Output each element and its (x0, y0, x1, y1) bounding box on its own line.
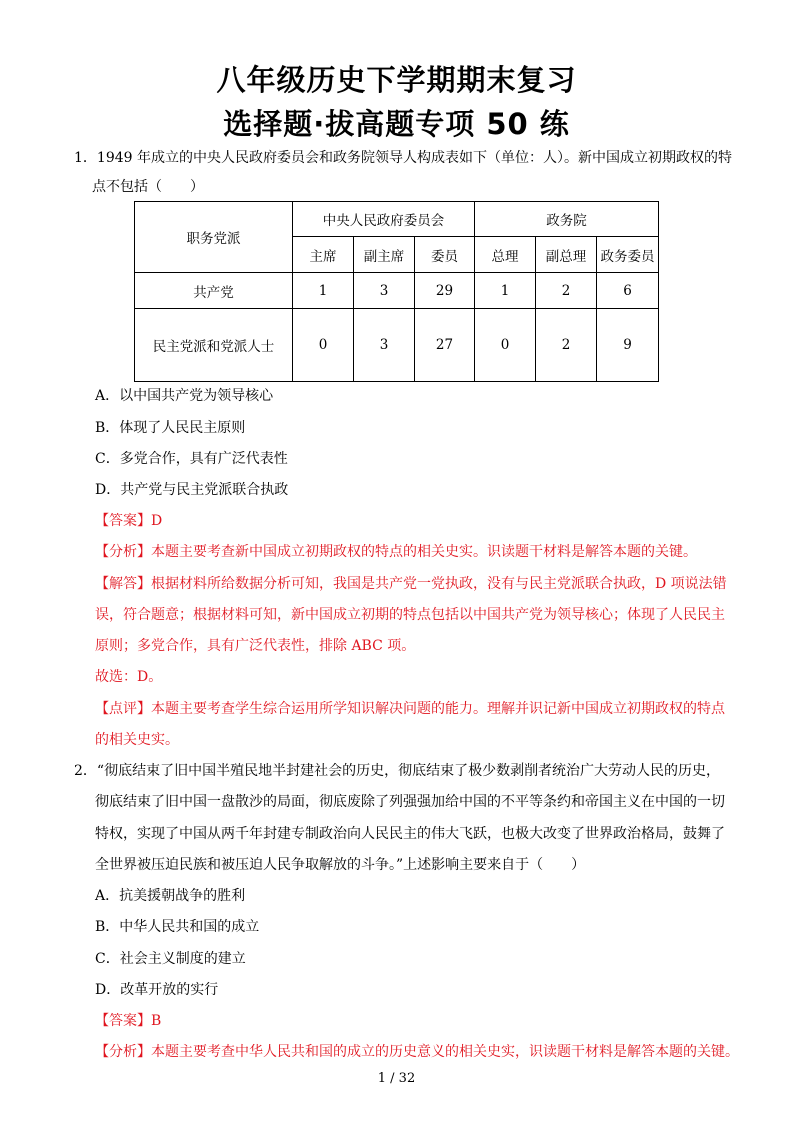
table-cell: 0 (475, 309, 536, 382)
q2-option-c: C．社会主义制度的建立 (95, 951, 246, 967)
table-cell: 3 (354, 309, 415, 382)
q2-option-d: D．改革开放的实行 (95, 982, 219, 998)
table-cell: 3 (354, 273, 415, 309)
page-title: 八年级历史下学期期末复习 (216, 63, 577, 97)
table-cell: 6 (597, 273, 659, 309)
q2-stem-line-4: 全世界被压迫民族和被压迫人民争取解放的斗争。”上述影响主要来自于（ ） (95, 857, 586, 873)
q1-solution-line-2: 误，符合题意；根据材料可知，新中国成立初期的特点包括以中国共产党为领导核心；体现了人民民主 (95, 607, 725, 623)
table-column-header: 副主席 (354, 237, 415, 273)
q2-stem-line-1: 2．“彻底结束了旧中国半殖民地半封建社会的历史，彻底结束了极少数剥削者统治广大劳动人民的历史， (74, 763, 721, 779)
q1-analysis: 【分析】本题主要考查新中国成立初期政权的特点的相关史实。识读题干材料是解答本题的关键。 (95, 544, 697, 560)
page-subtitle: 选择题·拔高题专项 50 练 (223, 107, 570, 141)
q1-data-table (134, 201, 659, 382)
table-row-label: 共产党 (135, 273, 293, 309)
table-column-header: 政务委员 (597, 237, 659, 273)
table-row (135, 273, 659, 309)
q1-solution-line-1: 【解答】根据材料所给数据分析可知，我国是共产党一党执政，没有与民主党派联合执政，D 项说法错 (95, 576, 727, 592)
q2-stem-line-3: 特权，实现了中国从两千年封建专制政治向人民民主的伟大飞跃，也极大改变了世界政治格局，鼓舞了 (95, 826, 725, 842)
table-column-header: 主席 (293, 237, 354, 273)
q1-comment-line-2: 的相关史实。 (95, 732, 179, 748)
q1-comment-line-1: 【点评】本题主要考查学生综合运用所学知识解决问题的能力。理解并识记新中国成立初期政权的特点 (95, 701, 725, 717)
table-cell: 1 (475, 273, 536, 309)
q2-option-b: B．中华人民共和国的成立 (95, 919, 260, 935)
table-cell: 27 (415, 309, 475, 382)
table-cell: 2 (536, 309, 597, 382)
table-row (135, 309, 659, 382)
table-cell: 0 (293, 309, 354, 382)
q1-option-c: C．多党合作，具有广泛代表性 (95, 451, 288, 467)
table-group-central-committee: 中央人民政府委员会 (293, 202, 475, 237)
table-cell: 29 (415, 273, 475, 309)
table-row-label: 民主党派和党派人士 (135, 309, 293, 382)
table-cell: 9 (597, 309, 659, 382)
table-cell: 2 (536, 273, 597, 309)
q1-option-b: B．体现了人民民主原则 (95, 420, 246, 436)
table-column-header: 委员 (415, 237, 475, 273)
q1-stem-line-1: 1．1949 年成立的中央人民政府委员会和政务院领导人构成表如下（单位：人）。新中国成立初期政权的特 (74, 150, 732, 166)
table-row-header: 职务党派 (135, 202, 293, 273)
q2-analysis: 【分析】本题主要考查中华人民共和国的成立的历史意义的相关史实，识读题干材料是解答本题的关键。 (95, 1044, 739, 1060)
table-column-header: 总理 (475, 237, 536, 273)
q1-stem-line-2: 点不包括（ ） (92, 179, 204, 195)
table-column-header: 副总理 (536, 237, 597, 273)
q2-stem-line-2: 彻底结束了旧中国一盘散沙的局面，彻底废除了列强强加给中国的不平等条约和帝国主义在中国的一切 (95, 794, 725, 810)
q2-option-a: A．抗美援朝战争的胜利 (95, 888, 246, 904)
q1-choice: 故选：D。 (95, 669, 163, 685)
q2-answer: 【答案】B (95, 1013, 162, 1029)
q1-option-a: A．以中国共产党为领导核心 (95, 388, 274, 404)
q1-option-d: D．共产党与民主党派联合执政 (95, 482, 289, 498)
table-group-state-council: 政务院 (475, 202, 659, 237)
q1-answer: 【答案】D (95, 513, 163, 529)
table-cell: 1 (293, 273, 354, 309)
page-number: 1 / 32 (377, 1071, 416, 1086)
q1-solution-line-3: 原则；多党合作，具有广泛代表性，排除 ABC 项。 (95, 638, 416, 654)
